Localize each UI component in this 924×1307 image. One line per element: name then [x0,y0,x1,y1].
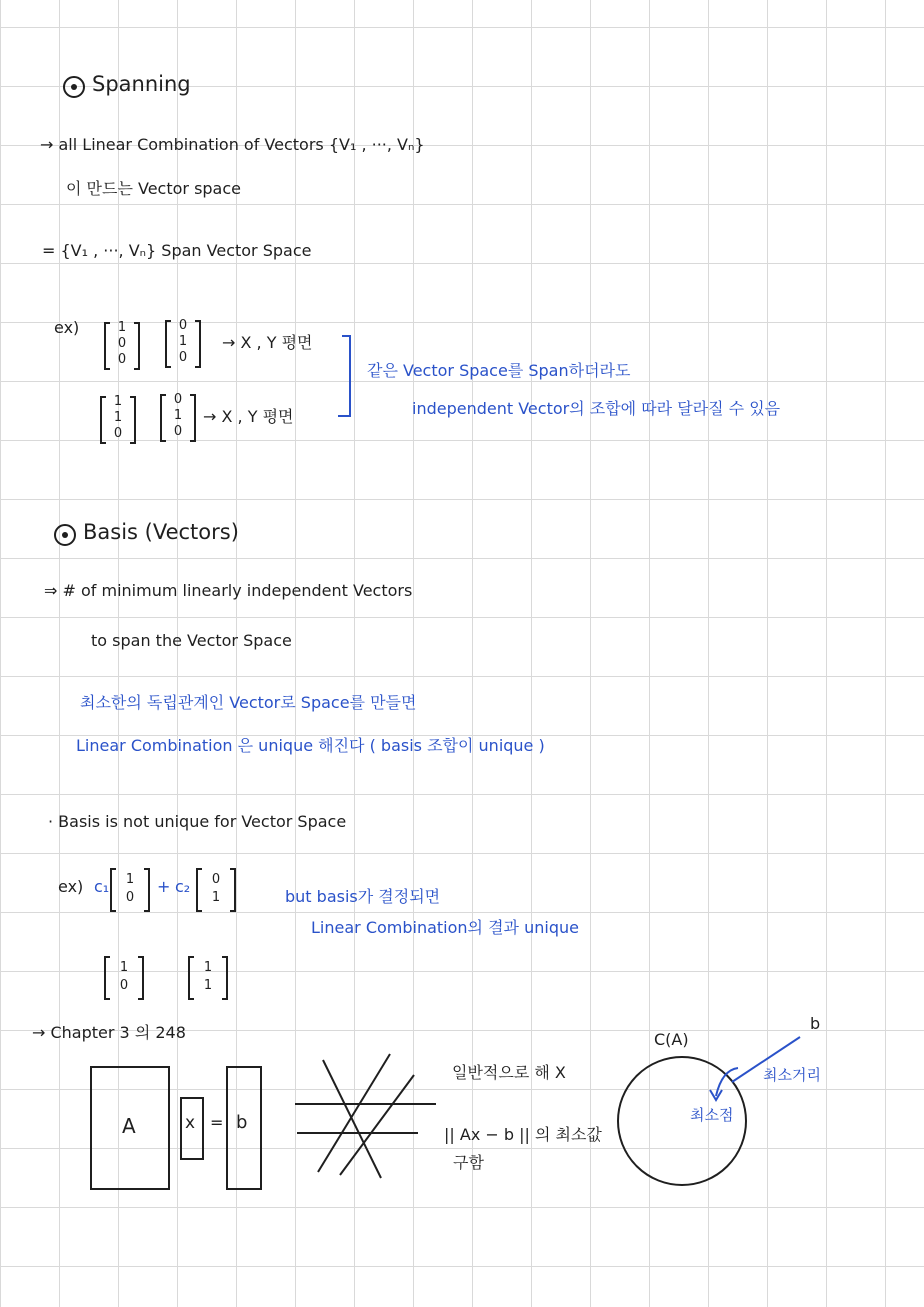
projection-arrow [716,1068,738,1096]
lines-note-2: || Ax − b || 의 최소값 [444,1125,602,1144]
basis-definition-line1: ⇒ # of minimum linearly independent Vectors [44,581,413,600]
example-result-plane: → X , Y 평면 [203,407,294,426]
equals-sign: = [210,1113,224,1132]
matrix-entry: 0 [119,978,129,993]
matrix-entry: 1 [203,960,213,975]
example-result-plane: → X , Y 평면 [222,333,313,352]
matrix-entry: 0 [211,872,221,887]
matrix-entry: 1 [119,960,129,975]
spanning-example-label: ex) [54,318,80,337]
matrix-entry: 1 [173,408,183,423]
basis-example-label: ex) [58,877,84,896]
matrix-vector [186,954,230,1002]
matrix-vector [108,866,152,914]
vector-x-label: x [185,1113,196,1133]
matrix-a-label: A [122,1114,136,1138]
lines-note-1: 일반적으로 해 X [452,1063,566,1082]
point-b-label: b [810,1014,821,1033]
coefficient-c2: c₂ [175,877,191,896]
matrix-entry: 1 [211,890,221,905]
diagonal-line [323,1060,381,1178]
vector-b-label: b [236,1112,248,1133]
projection-point-label: 최소점 [690,1106,734,1124]
diagonal-line [318,1054,390,1172]
column-space-label: C(A) [654,1030,689,1049]
matrix-entry: 1 [125,872,135,887]
basis-note-line2: Linear Combination 은 unique 해진다 ( basis 조합이 unique ) [76,736,545,755]
section-title-basis: Basis (Vectors) [83,520,239,544]
distance-label: 최소거리 [763,1066,821,1084]
spanning-definition-line1: → all Linear Combination of Vectors {V₁ , ···, Vₙ} [40,135,425,154]
matrix-entry: 0 [173,392,183,407]
matrix-entry: 1 [117,320,127,335]
section-bullet-icon [63,76,85,98]
matrix-vector [158,392,198,444]
matrix-entry: 0 [117,336,127,351]
matrix-entry: 1 [203,978,213,993]
basis-not-unique-bullet: · Basis is not unique for Vector Space [48,812,347,831]
coefficient-c1: c₁ [94,877,110,896]
matrix-entry: 1 [113,394,123,409]
section-bullet-icon [54,524,76,546]
spanning-definition-line3: = {V₁ , ···, Vₙ} Span Vector Space [42,241,312,260]
matrix-entry: 0 [173,424,183,439]
matrix-vector [102,320,142,372]
matrix-vector [102,954,146,1002]
basis-definition-line2: to span the Vector Space [91,631,292,650]
plus-sign: + [157,877,171,896]
arrow-head-icon [710,1090,722,1100]
matrix-entry: 0 [178,318,188,333]
matrix-vector [98,394,138,446]
spanning-definition-line2: 이 만드는 Vector space [66,179,242,198]
but-note-line2: Linear Combination의 결과 unique [311,918,579,937]
chapter-reference: → Chapter 3 의 248 [32,1023,186,1042]
diagonal-line [340,1075,414,1175]
matrix-entry: 0 [113,426,123,441]
matrix-entry: 0 [125,890,135,905]
lines-note-3: 구함 [453,1153,484,1172]
span-note-line1: 같은 Vector Space를 Span하더라도 [367,361,631,380]
matrix-entry: 0 [117,352,127,367]
section-title-spanning: Spanning [92,72,191,96]
basis-note-line1: 최소한의 독립관계인 Vector로 Space를 만들면 [80,693,417,712]
but-note-line1: but basis가 결정되면 [285,887,441,906]
matrix-entry: 1 [113,410,123,425]
span-note-line2: independent Vector의 조합에 따라 달라질 수 있음 [412,399,781,418]
matrix-vector [194,866,238,914]
matrix-vector [163,318,203,370]
matrix-entry: 0 [178,350,188,365]
matrix-entry: 1 [178,334,188,349]
